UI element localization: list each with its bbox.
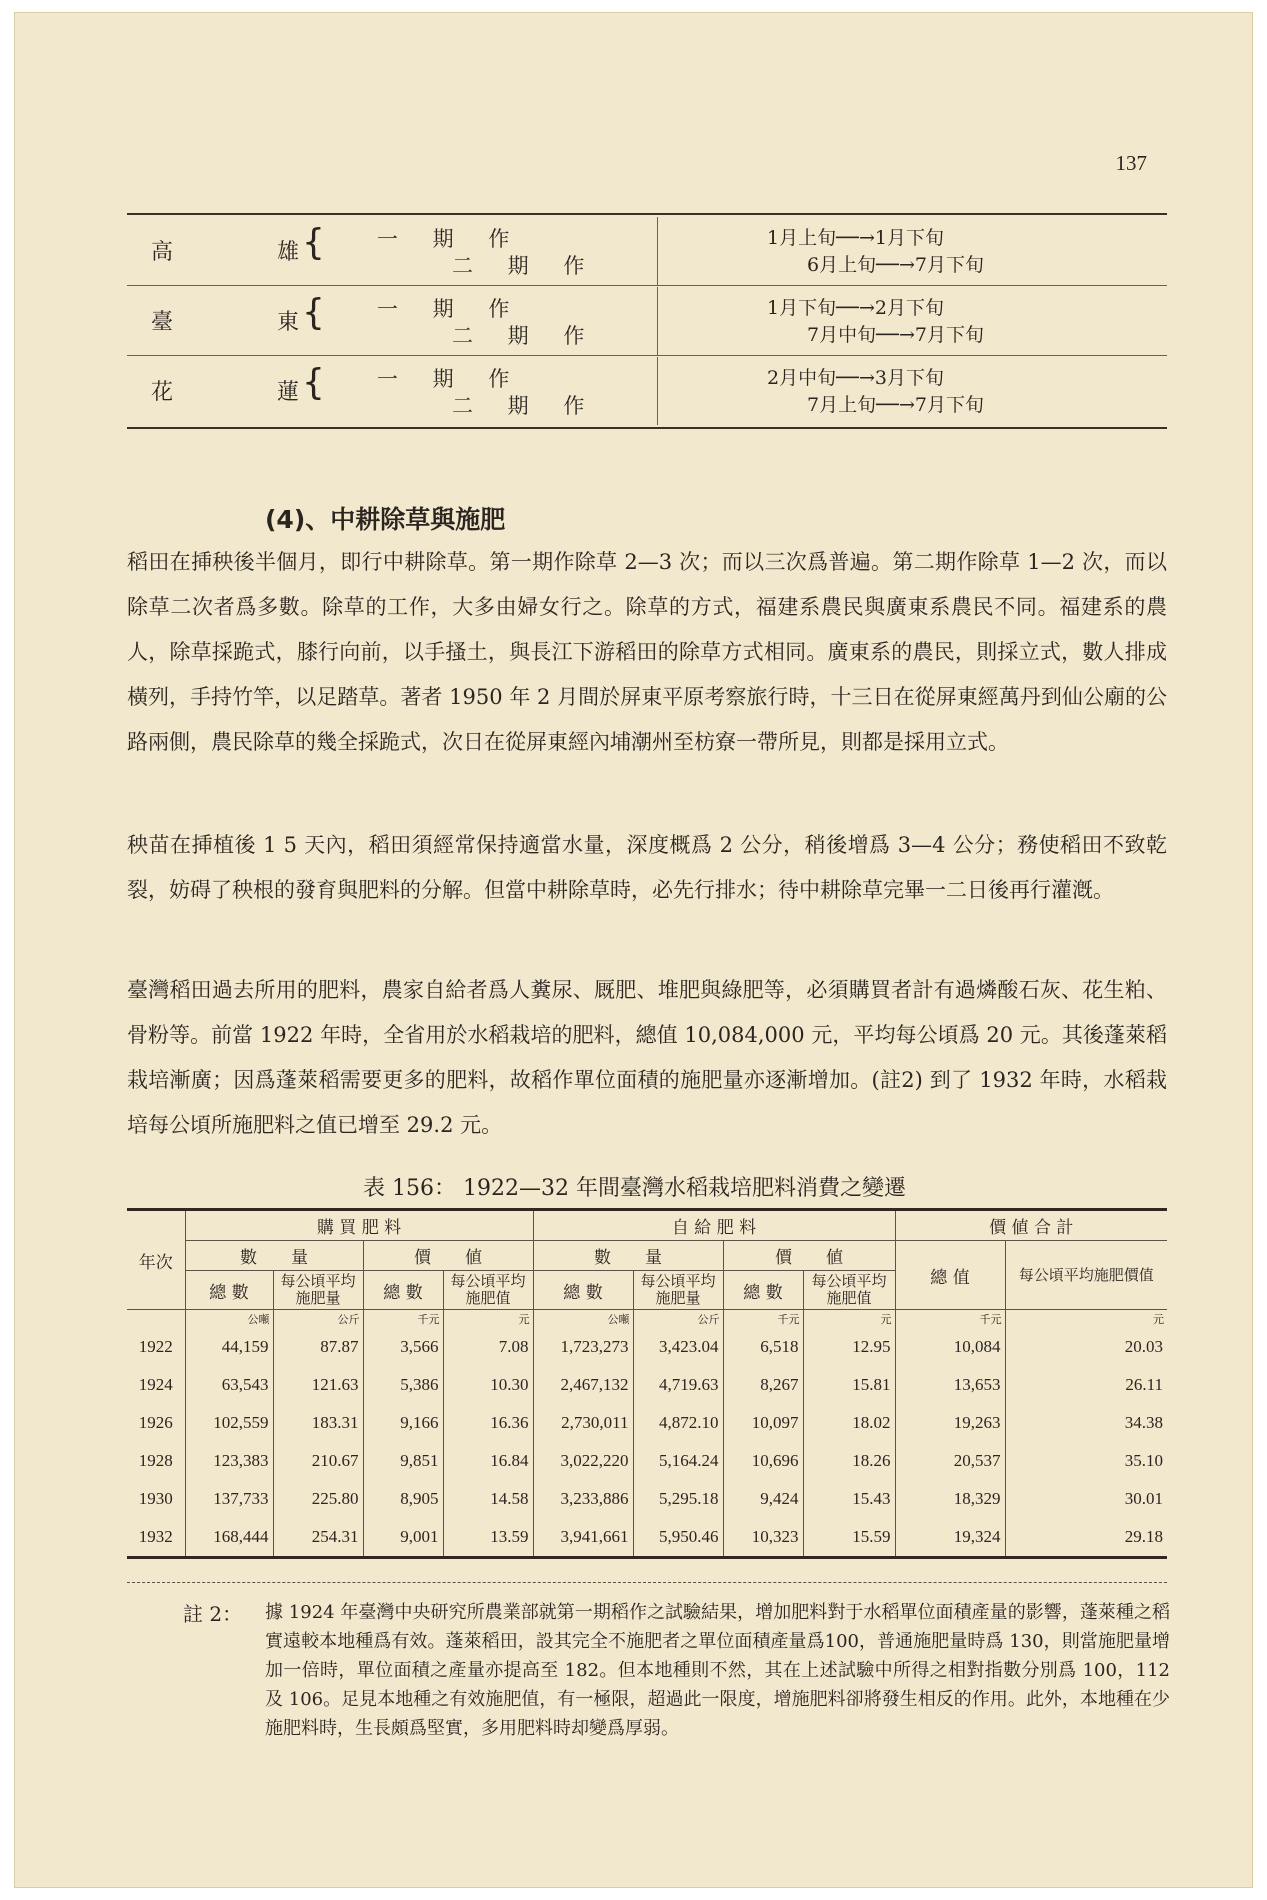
second-crop-dates: 7月中旬──→7月下旬 [807, 324, 984, 346]
footnote-text: 據 1924 年臺灣中央研究所農業部就第一期稻作之試驗結果，增加肥料對于水稻單位面積產量的影響，蓬萊種之稻實遠較本地種爲有效。蓬萊稻田，設其完全不施肥者之單位面積產量爲100，普通施肥量時爲 130，則當施肥量增加一倍時，單位面積之產量亦提高至 182。但本地種則不然，其在上述試驗中所得之相對指數分別爲 100，112 及 106。足見本地種之有效施肥值，有一極限，超過此一限度，增施肥料卻將發生相反的作用。此外，本地種在少施肥料時，生長頗爲堅實，多用肥料時却變爲厚弱。 [265, 1602, 1170, 1739]
table-cell: 5,386 [363, 1366, 443, 1404]
table-cell: 9,166 [363, 1404, 443, 1442]
table-cell: 16.36 [443, 1404, 533, 1442]
table-cell: 14.58 [443, 1480, 533, 1518]
table-cell: 34.38 [1005, 1404, 1167, 1442]
table-cell: 10,084 [895, 1328, 1005, 1366]
table-cell: 6,518 [723, 1328, 803, 1366]
table-cell: 123,383 [185, 1442, 273, 1480]
table-cell: 3,566 [363, 1328, 443, 1366]
first-crop-dates: 1月下旬──→2月下旬 [767, 297, 944, 319]
region-char-1: 高 [151, 240, 174, 265]
table-cell: 8,267 [723, 1366, 803, 1404]
units-cell: 元 [443, 1310, 533, 1329]
value-header: 價 値 [723, 1241, 895, 1271]
quantity-header: 數 量 [533, 1241, 723, 1271]
brace-icon: { [302, 222, 325, 263]
table-cell: 1932 [127, 1518, 185, 1558]
table-row [127, 1442, 1167, 1480]
table-cell: 5,295.18 [633, 1480, 723, 1518]
value-header: 價 値 [363, 1241, 533, 1271]
second-crop-dates: 6月上旬──→7月下旬 [807, 254, 984, 276]
paragraph-fertilizer: 臺灣稻田過去所用的肥料，農家自給者爲人糞尿、厩肥、堆肥與綠肥等，必須購買者計有過燐酸石灰、花生粕、骨粉等。前當 1922 年時，全省用於水稻栽培的肥料，總值 10,084,000 元，平均每公頃爲 20 元。其後蓬萊稻栽培漸廣；因爲蓬萊稻需要更多的肥料，故稻作單位面積的施肥量亦逐漸增加。(註2) 到了 1932 年時，水稻栽培每公頃所施肥料之值已增至 29.2 元。 [127, 978, 1167, 1137]
table-cell: 1930 [138, 1489, 173, 1508]
units-cell: 公斤 [633, 1310, 723, 1329]
second-crop-dates: 7月上旬──→7月下旬 [807, 394, 984, 416]
units-cell: 公噸 [533, 1310, 633, 1329]
table-cell: 26.11 [1005, 1366, 1167, 1404]
footnote-label: 註 2： [183, 1602, 243, 1626]
purchased-group-header: 購 買 肥 料 [185, 1210, 533, 1241]
page-number: 137 [1115, 151, 1147, 175]
table-cell: 15.43 [803, 1480, 895, 1518]
total-count-header: 總 數 [185, 1271, 273, 1310]
schedule-row [127, 287, 1167, 355]
table-cell: 30.01 [1005, 1480, 1167, 1518]
bottom-rule [127, 427, 1167, 429]
schedule-row [127, 217, 1167, 285]
table-cell: 1922 [138, 1337, 173, 1356]
table-cell: 183.31 [273, 1404, 363, 1442]
table-cell: 7.08 [443, 1328, 533, 1366]
table-cell: 3,233,886 [533, 1480, 633, 1518]
table-cell: 168,444 [185, 1518, 273, 1558]
table-cell: 15.59 [803, 1518, 895, 1558]
units-cell: 千元 [363, 1310, 443, 1329]
region-char-1: 花 [151, 380, 174, 405]
table-cell: 29.18 [1005, 1518, 1167, 1558]
table-row [127, 1480, 1167, 1518]
row-divider [127, 285, 1167, 286]
units-cell [127, 1310, 185, 1329]
table-title: 表 156： 1922—32 年間臺灣水稻栽培肥料消費之變遷 [363, 1176, 906, 1201]
units-cell: 元 [803, 1310, 895, 1329]
table-row [127, 1366, 1167, 1404]
table-cell: 10,696 [723, 1442, 803, 1480]
fertilizer-table [127, 1208, 1167, 1559]
table-cell: 18.02 [803, 1404, 895, 1442]
total-count-header: 總 數 [723, 1271, 803, 1310]
total-count-header: 總 數 [363, 1271, 443, 1310]
region-char-2: 雄 [277, 240, 300, 265]
brace-icon: { [302, 362, 325, 403]
table-cell: 9,851 [363, 1442, 443, 1480]
paragraph-weeding: 稻田在挿秧後半個月，即行中耕除草。第一期作除草 2—3 次；而以三次爲普遍。第二期作除草 1—2 次，而以除草二次者爲多數。除草的工作，大多由婦女行之。除草的方式，福建系農民與廣東系農民不同。福建系的農人，除草採跪式，膝行向前，以手搔土，與長江下游稻田的除草方式相同。廣東系的農民，則採立式，數人排成橫列，手持竹竿，以足踏草。著者 1950 年 2 月間於屏東平原考察旅行時，十三日在從屏東經萬丹到仙公廟的公路兩側，農民除草的幾全採跪式，次日在從屏東經內埔潮州至枋寮一帶所見，則都是採用立式。 [127, 550, 1167, 754]
table-cell: 3,423.04 [633, 1328, 723, 1366]
units-cell: 公噸 [185, 1310, 273, 1329]
table-cell: 10.30 [443, 1366, 533, 1404]
table-cell: 1926 [138, 1413, 173, 1432]
table-cell: 20.03 [1005, 1328, 1167, 1366]
table-cell: 1924 [138, 1375, 173, 1394]
table-cell: 5,164.24 [633, 1442, 723, 1480]
table-cell: 210.67 [273, 1442, 363, 1480]
table-cell: 9,424 [723, 1480, 803, 1518]
table-cell: 12.95 [803, 1328, 895, 1366]
first-crop-label: 一 期 作 [377, 367, 524, 391]
avg-value-header: 每公頃平均施肥值 [803, 1271, 895, 1310]
table-cell: 1928 [138, 1451, 173, 1470]
table-cell: 20,537 [895, 1442, 1005, 1480]
units-cell: 千元 [723, 1310, 803, 1329]
table-cell: 102,559 [185, 1404, 273, 1442]
paragraph-irrigation: 秧苗在挿植後 1 5 天內，稻田須經常保持適當水量，深度概爲 2 公分，稍後增爲 3—4 公分；務使稻田不致乾裂，妨碍了秧根的發育與肥料的分解。但當中耕除草時，必先行排水；待中耕除草完畢一二日後再行灌漑。 [127, 833, 1167, 902]
table-cell: 19,324 [895, 1518, 1005, 1558]
table-cell: 121.63 [273, 1366, 363, 1404]
table-cell: 87.87 [273, 1328, 363, 1366]
table-cell: 254.31 [273, 1518, 363, 1558]
units-cell: 元 [1005, 1310, 1167, 1329]
first-crop-dates: 1月上旬──→1月下旬 [767, 227, 944, 249]
table-cell: 44,159 [185, 1328, 273, 1366]
first-crop-label: 一 期 作 [377, 227, 524, 251]
avg-amount-header: 每公頃平均施肥量 [633, 1271, 723, 1310]
book-page [14, 12, 1253, 1888]
table-cell: 2,730,011 [533, 1404, 633, 1442]
table-row [127, 1404, 1167, 1442]
units-cell: 公斤 [273, 1310, 363, 1329]
table-cell: 63,543 [185, 1366, 273, 1404]
table-cell: 5,950.46 [633, 1518, 723, 1558]
quantity-header: 數 量 [185, 1241, 363, 1271]
self-supplied-group-header: 自 給 肥 料 [533, 1210, 895, 1241]
second-crop-label: 二 期 作 [452, 394, 599, 418]
units-row [127, 1310, 1167, 1329]
column-divider [657, 217, 658, 285]
table-cell: 19,263 [895, 1404, 1005, 1442]
table-cell: 18,329 [895, 1480, 1005, 1518]
total-value-header: 總 值 [895, 1241, 1005, 1310]
table-row [127, 1518, 1167, 1558]
region-char-2: 蓮 [277, 380, 300, 405]
table-cell: 35.10 [1005, 1442, 1167, 1480]
table-cell: 13,653 [895, 1366, 1005, 1404]
table-cell: 13.59 [443, 1518, 533, 1558]
table-cell: 4,719.63 [633, 1366, 723, 1404]
year-header: 年次 [127, 1210, 185, 1310]
table-row [127, 1328, 1167, 1366]
schedule-row [127, 357, 1167, 425]
region-char-2: 東 [277, 310, 300, 335]
avg-value-header: 每公頃平均施肥值 [443, 1271, 533, 1310]
column-divider [657, 287, 658, 355]
avg-price-header: 每公頃平均施肥價值 [1005, 1241, 1167, 1310]
row-divider [127, 355, 1167, 356]
table-cell: 3,941,661 [533, 1518, 633, 1558]
table-cell: 9,001 [363, 1518, 443, 1558]
units-cell: 千元 [895, 1310, 1005, 1329]
table-cell: 137,733 [185, 1480, 273, 1518]
table-cell: 4,872.10 [633, 1404, 723, 1442]
table-cell: 8,905 [363, 1480, 443, 1518]
first-crop-dates: 2月中旬──→3月下旬 [767, 367, 944, 389]
table-cell: 10,097 [723, 1404, 803, 1442]
region-char-1: 臺 [151, 310, 174, 335]
column-divider [657, 357, 658, 425]
table-cell: 225.80 [273, 1480, 363, 1518]
second-crop-label: 二 期 作 [452, 254, 599, 278]
table-cell: 1,723,273 [533, 1328, 633, 1366]
table-cell: 15.81 [803, 1366, 895, 1404]
table-cell: 18.26 [803, 1442, 895, 1480]
first-crop-label: 一 期 作 [377, 297, 524, 321]
avg-amount-header: 每公頃平均施肥量 [273, 1271, 363, 1310]
total-group-header: 價 値 合 計 [895, 1210, 1167, 1241]
table-cell: 10,323 [723, 1518, 803, 1558]
total-count-header: 總 數 [533, 1271, 633, 1310]
table-cell: 2,467,132 [533, 1366, 633, 1404]
footnote-divider [127, 1582, 1167, 1583]
second-crop-label: 二 期 作 [452, 324, 599, 348]
table-cell: 3,022,220 [533, 1442, 633, 1480]
brace-icon: { [302, 292, 325, 333]
section-heading: (4)、中耕除草與施肥 [265, 505, 506, 534]
table-cell: 16.84 [443, 1442, 533, 1480]
top-rule [127, 213, 1167, 215]
